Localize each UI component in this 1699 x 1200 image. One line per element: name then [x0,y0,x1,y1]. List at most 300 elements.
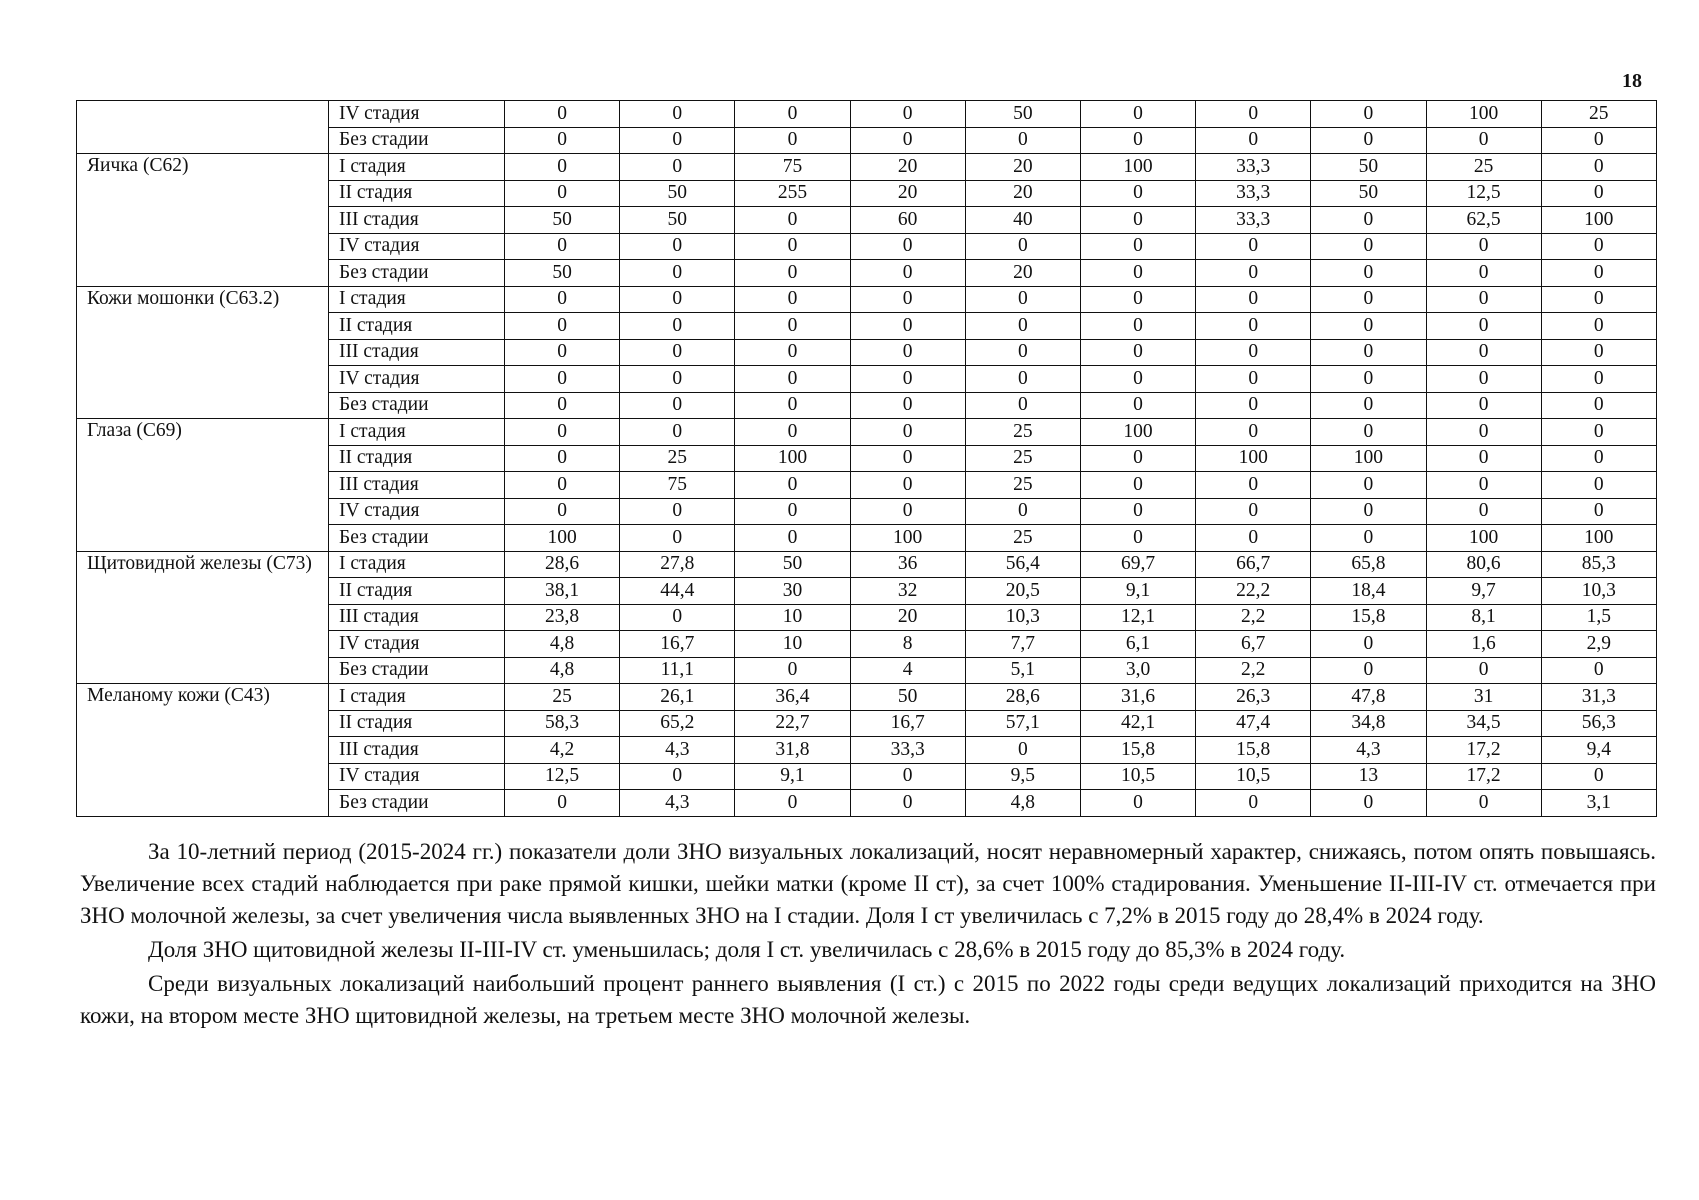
value-cell: 0 [1311,313,1426,340]
stage-cell: I стадия [329,551,505,578]
value-cell: 2,2 [1196,604,1311,631]
value-cell: 0 [620,604,735,631]
stage-cell: II стадия [329,313,505,340]
value-cell: 0 [1080,366,1195,393]
stage-cell: I стадия [329,684,505,711]
value-cell: 0 [965,366,1080,393]
value-cell: 0 [505,233,620,260]
value-cell: 8,1 [1426,604,1541,631]
value-cell: 0 [735,366,850,393]
value-cell: 0 [1311,207,1426,234]
value-cell: 100 [1541,207,1656,234]
value-cell: 16,7 [620,631,735,658]
value-cell: 31,6 [1080,684,1195,711]
value-cell: 50 [1311,154,1426,181]
value-cell: 50 [965,101,1080,128]
table-row [77,419,1657,446]
value-cell: 0 [505,366,620,393]
value-cell: 0 [1311,286,1426,313]
page-number: 18 [1622,70,1642,92]
value-cell: 0 [735,101,850,128]
value-cell: 0 [1426,233,1541,260]
value-cell: 0 [1080,260,1195,287]
value-cell: 65,8 [1311,551,1426,578]
value-cell: 0 [1426,339,1541,366]
value-cell: 0 [735,286,850,313]
value-cell: 0 [735,525,850,552]
value-cell: 0 [505,101,620,128]
value-cell: 0 [620,339,735,366]
value-cell: 9,4 [1541,737,1656,764]
value-cell: 56,3 [1541,710,1656,737]
value-cell: 26,3 [1196,684,1311,711]
value-cell: 0 [1541,657,1656,684]
value-cell: 0 [1080,392,1195,419]
value-cell: 0 [1311,101,1426,128]
value-cell: 36 [850,551,965,578]
value-cell: 31 [1426,684,1541,711]
value-cell: 66,7 [1196,551,1311,578]
value-cell: 57,1 [965,710,1080,737]
value-cell: 0 [850,339,965,366]
stage-cell: IV стадия [329,498,505,525]
value-cell: 33,3 [1196,180,1311,207]
value-cell: 0 [1080,498,1195,525]
table-row [77,154,1657,181]
value-cell: 0 [1196,260,1311,287]
value-cell: 17,2 [1426,763,1541,790]
value-cell: 17,2 [1426,737,1541,764]
value-cell: 100 [505,525,620,552]
paragraph: Среди визуальных локализаций наибольший процент раннего выявления (I ст.) с 2015 по 2022 годы среди ведущих локализаций приходится на ЗНО кожи, на втором месте ЗНО щитовидной железы, на третьем месте ЗНО молочной железы. [80,971,1656,1028]
value-cell: 0 [1541,366,1656,393]
value-cell: 26,1 [620,684,735,711]
value-cell: 0 [1311,657,1426,684]
value-cell: 0 [1541,313,1656,340]
localization-cell: Щитовидной железы (С73) [77,551,329,684]
value-cell: 1,5 [1541,604,1656,631]
value-cell: 0 [1541,180,1656,207]
value-cell: 47,4 [1196,710,1311,737]
value-cell: 0 [850,445,965,472]
value-cell: 10,3 [1541,578,1656,605]
stage-cell: IV стадия [329,233,505,260]
stage-cell: IV стадия [329,366,505,393]
value-cell: 3,1 [1541,790,1656,817]
value-cell: 0 [1426,419,1541,446]
value-cell: 7,7 [965,631,1080,658]
value-cell: 65,2 [620,710,735,737]
value-cell: 0 [1080,101,1195,128]
value-cell: 0 [850,498,965,525]
stage-cell: III стадия [329,472,505,499]
value-cell: 4,8 [965,790,1080,817]
stage-cell: Без стадии [329,127,505,154]
value-cell: 0 [620,392,735,419]
value-cell: 0 [1426,498,1541,525]
value-cell: 0 [850,313,965,340]
value-cell: 0 [1080,286,1195,313]
value-cell: 11,1 [620,657,735,684]
value-cell: 0 [620,366,735,393]
value-cell: 0 [1080,525,1195,552]
value-cell: 100 [1541,525,1656,552]
value-cell: 100 [1311,445,1426,472]
value-cell: 0 [1426,260,1541,287]
value-cell: 0 [1196,101,1311,128]
value-cell: 0 [620,498,735,525]
value-cell: 30 [735,578,850,605]
value-cell: 38,1 [505,578,620,605]
value-cell: 25 [620,445,735,472]
localization-cell: Меланому кожи (С43) [77,684,329,817]
stage-cell: II стадия [329,445,505,472]
value-cell: 0 [1196,472,1311,499]
value-cell: 15,8 [1080,737,1195,764]
stage-cell: Без стадии [329,392,505,419]
value-cell: 0 [505,339,620,366]
value-cell: 25 [965,525,1080,552]
value-cell: 0 [850,419,965,446]
value-cell: 255 [735,180,850,207]
value-cell: 22,2 [1196,578,1311,605]
value-cell: 0 [1080,233,1195,260]
value-cell: 0 [1196,419,1311,446]
value-cell: 0 [1196,127,1311,154]
value-cell: 0 [1311,419,1426,446]
value-cell: 0 [1541,339,1656,366]
value-cell: 50 [620,180,735,207]
value-cell: 10,5 [1196,763,1311,790]
value-cell: 0 [850,763,965,790]
value-cell: 0 [620,763,735,790]
value-cell: 33,3 [850,737,965,764]
value-cell: 0 [735,392,850,419]
stage-cell: III стадия [329,604,505,631]
value-cell: 0 [1080,339,1195,366]
value-cell: 0 [850,233,965,260]
value-cell: 20 [965,154,1080,181]
value-cell: 0 [1311,790,1426,817]
value-cell: 0 [1080,127,1195,154]
localization-cell: Яичка (С62) [77,154,329,287]
value-cell: 0 [1080,313,1195,340]
value-cell: 18,4 [1311,578,1426,605]
value-cell: 25 [965,445,1080,472]
value-cell: 0 [505,445,620,472]
value-cell: 0 [620,419,735,446]
value-cell: 0 [1196,313,1311,340]
value-cell: 0 [505,498,620,525]
value-cell: 31,3 [1541,684,1656,711]
value-cell: 0 [505,472,620,499]
value-cell: 0 [1541,472,1656,499]
value-cell: 0 [505,127,620,154]
value-cell: 0 [965,737,1080,764]
value-cell: 0 [1541,286,1656,313]
value-cell: 32 [850,578,965,605]
value-cell: 0 [1541,763,1656,790]
value-cell: 0 [1541,260,1656,287]
value-cell: 0 [620,154,735,181]
value-cell: 25 [1426,154,1541,181]
value-cell: 10 [735,604,850,631]
value-cell: 0 [735,472,850,499]
value-cell: 0 [965,339,1080,366]
value-cell: 44,4 [620,578,735,605]
value-cell: 0 [1541,233,1656,260]
value-cell: 25 [1541,101,1656,128]
value-cell: 20,5 [965,578,1080,605]
value-cell: 0 [850,366,965,393]
value-cell: 4,8 [505,657,620,684]
table-body [77,101,1657,817]
value-cell: 20 [850,180,965,207]
localization-cell [77,101,329,154]
value-cell: 4,3 [620,737,735,764]
value-cell: 50 [620,207,735,234]
value-cell: 0 [1311,127,1426,154]
value-cell: 0 [1196,498,1311,525]
value-cell: 0 [1541,392,1656,419]
value-cell: 0 [965,498,1080,525]
value-cell: 0 [620,313,735,340]
value-cell: 4,8 [505,631,620,658]
value-cell: 0 [505,286,620,313]
value-cell: 0 [1311,392,1426,419]
stage-cell: II стадия [329,180,505,207]
value-cell: 15,8 [1196,737,1311,764]
value-cell: 50 [505,207,620,234]
value-cell: 2,9 [1541,631,1656,658]
value-cell: 0 [850,392,965,419]
value-cell: 0 [620,260,735,287]
value-cell: 0 [1196,233,1311,260]
stage-cell: II стадия [329,578,505,605]
stage-cell: Без стадии [329,657,505,684]
value-cell: 20 [965,260,1080,287]
localization-cell: Кожи мошонки (С63.2) [77,286,329,419]
value-cell: 0 [965,127,1080,154]
value-cell: 10,5 [1080,763,1195,790]
value-cell: 100 [850,525,965,552]
value-cell: 12,5 [505,763,620,790]
value-cell: 0 [965,392,1080,419]
value-cell: 0 [620,525,735,552]
stage-cell: Без стадии [329,525,505,552]
table-row [77,101,1657,128]
stage-cell: Без стадии [329,790,505,817]
stage-distribution-table [76,100,1657,817]
table-row [77,286,1657,313]
value-cell: 0 [1311,525,1426,552]
value-cell: 13 [1311,763,1426,790]
value-cell: 8 [850,631,965,658]
value-cell: 34,5 [1426,710,1541,737]
value-cell: 0 [735,233,850,260]
table-row [77,684,1657,711]
value-cell: 0 [1426,472,1541,499]
value-cell: 69,7 [1080,551,1195,578]
value-cell: 100 [1426,101,1541,128]
value-cell: 0 [850,101,965,128]
value-cell: 0 [1080,472,1195,499]
value-cell: 0 [1426,286,1541,313]
value-cell: 31,8 [735,737,850,764]
value-cell: 0 [735,498,850,525]
value-cell: 2,2 [1196,657,1311,684]
value-cell: 0 [505,392,620,419]
value-cell: 42,1 [1080,710,1195,737]
value-cell: 100 [1080,154,1195,181]
value-cell: 0 [1541,419,1656,446]
value-cell: 0 [1426,445,1541,472]
value-cell: 3,0 [1080,657,1195,684]
value-cell: 10,3 [965,604,1080,631]
value-cell: 0 [620,286,735,313]
value-cell: 100 [1426,525,1541,552]
value-cell: 100 [1196,445,1311,472]
stage-cell: Без стадии [329,260,505,287]
value-cell: 85,3 [1541,551,1656,578]
value-cell: 0 [1541,154,1656,181]
value-cell: 0 [1196,525,1311,552]
value-cell: 0 [1426,657,1541,684]
stage-cell: III стадия [329,339,505,366]
value-cell: 0 [1196,366,1311,393]
value-cell: 0 [735,260,850,287]
value-cell: 9,1 [735,763,850,790]
paragraph: За 10-летний период (2015-2024 гг.) показатели доли ЗНО визуальных локализаций, носят неравномерный характер, снижаясь, потом опять повышаясь. Увеличение всех стадий наблюдается при раке прямой кишки, шейки матки (кроме II ст), за счет 100% стадирования. Уменьшение II-III-IV ст. отмечается при ЗНО молочной железы, за счет увеличения числа выявленных ЗНО на I стадии. Доля I ст увеличилась с 7,2% в 2015 году до 28,4% в 2024 году. [80,839,1656,928]
stage-cell: III стадия [329,207,505,234]
value-cell: 0 [1426,127,1541,154]
stage-cell: IV стадия [329,101,505,128]
stage-cell: III стадия [329,737,505,764]
value-cell: 20 [965,180,1080,207]
value-cell: 22,7 [735,710,850,737]
value-cell: 28,6 [965,684,1080,711]
value-cell: 0 [620,127,735,154]
value-cell: 0 [965,233,1080,260]
value-cell: 100 [735,445,850,472]
value-cell: 9,7 [1426,578,1541,605]
value-cell: 0 [1311,366,1426,393]
value-cell: 0 [1080,790,1195,817]
value-cell: 50 [850,684,965,711]
value-cell: 36,4 [735,684,850,711]
value-cell: 0 [850,127,965,154]
value-cell: 0 [850,260,965,287]
value-cell: 16,7 [850,710,965,737]
value-cell: 6,1 [1080,631,1195,658]
value-cell: 0 [965,286,1080,313]
localization-cell: Глаза (С69) [77,419,329,552]
value-cell: 0 [1196,286,1311,313]
stage-cell: I стадия [329,286,505,313]
value-cell: 0 [1311,339,1426,366]
value-cell: 6,7 [1196,631,1311,658]
value-cell: 0 [1541,127,1656,154]
value-cell: 27,8 [620,551,735,578]
text-block [80,836,1656,1034]
value-cell: 0 [1080,445,1195,472]
value-cell: 15,8 [1311,604,1426,631]
value-cell: 0 [1196,790,1311,817]
value-cell: 0 [620,233,735,260]
value-cell: 33,3 [1196,154,1311,181]
value-cell: 0 [735,657,850,684]
value-cell: 0 [1311,498,1426,525]
value-cell: 25 [965,472,1080,499]
value-cell: 0 [505,180,620,207]
value-cell: 9,1 [1080,578,1195,605]
value-cell: 0 [1196,392,1311,419]
value-cell: 0 [505,419,620,446]
value-cell: 0 [735,207,850,234]
value-cell: 0 [735,313,850,340]
value-cell: 62,5 [1426,207,1541,234]
value-cell: 50 [1311,180,1426,207]
value-cell: 50 [735,551,850,578]
value-cell: 47,8 [1311,684,1426,711]
value-cell: 20 [850,154,965,181]
value-cell: 12,1 [1080,604,1195,631]
value-cell: 56,4 [965,551,1080,578]
value-cell: 60 [850,207,965,234]
value-cell: 4 [850,657,965,684]
value-cell: 0 [1426,392,1541,419]
value-cell: 25 [505,684,620,711]
stage-cell: I стадия [329,154,505,181]
value-cell: 0 [1311,631,1426,658]
value-cell: 0 [1426,313,1541,340]
value-cell: 75 [735,154,850,181]
value-cell: 0 [735,339,850,366]
value-cell: 58,3 [505,710,620,737]
value-cell: 100 [1080,419,1195,446]
value-cell: 0 [1311,472,1426,499]
table-row [77,551,1657,578]
value-cell: 0 [620,101,735,128]
stage-cell: II стадия [329,710,505,737]
value-cell: 9,5 [965,763,1080,790]
value-cell: 0 [1426,366,1541,393]
value-cell: 0 [1426,790,1541,817]
value-cell: 0 [850,286,965,313]
value-cell: 4,3 [1311,737,1426,764]
value-cell: 0 [1080,180,1195,207]
value-cell: 0 [850,790,965,817]
value-cell: 75 [620,472,735,499]
stage-cell: IV стадия [329,763,505,790]
value-cell: 0 [1311,260,1426,287]
value-cell: 5,1 [965,657,1080,684]
value-cell: 20 [850,604,965,631]
value-cell: 0 [735,790,850,817]
value-cell: 0 [965,313,1080,340]
value-cell: 10 [735,631,850,658]
value-cell: 4,3 [620,790,735,817]
value-cell: 23,8 [505,604,620,631]
value-cell: 80,6 [1426,551,1541,578]
value-cell: 33,3 [1196,207,1311,234]
stage-cell: I стадия [329,419,505,446]
stage-cell: IV стадия [329,631,505,658]
value-cell: 12,5 [1426,180,1541,207]
value-cell: 0 [1541,445,1656,472]
value-cell: 1,6 [1426,631,1541,658]
value-cell: 0 [1311,233,1426,260]
